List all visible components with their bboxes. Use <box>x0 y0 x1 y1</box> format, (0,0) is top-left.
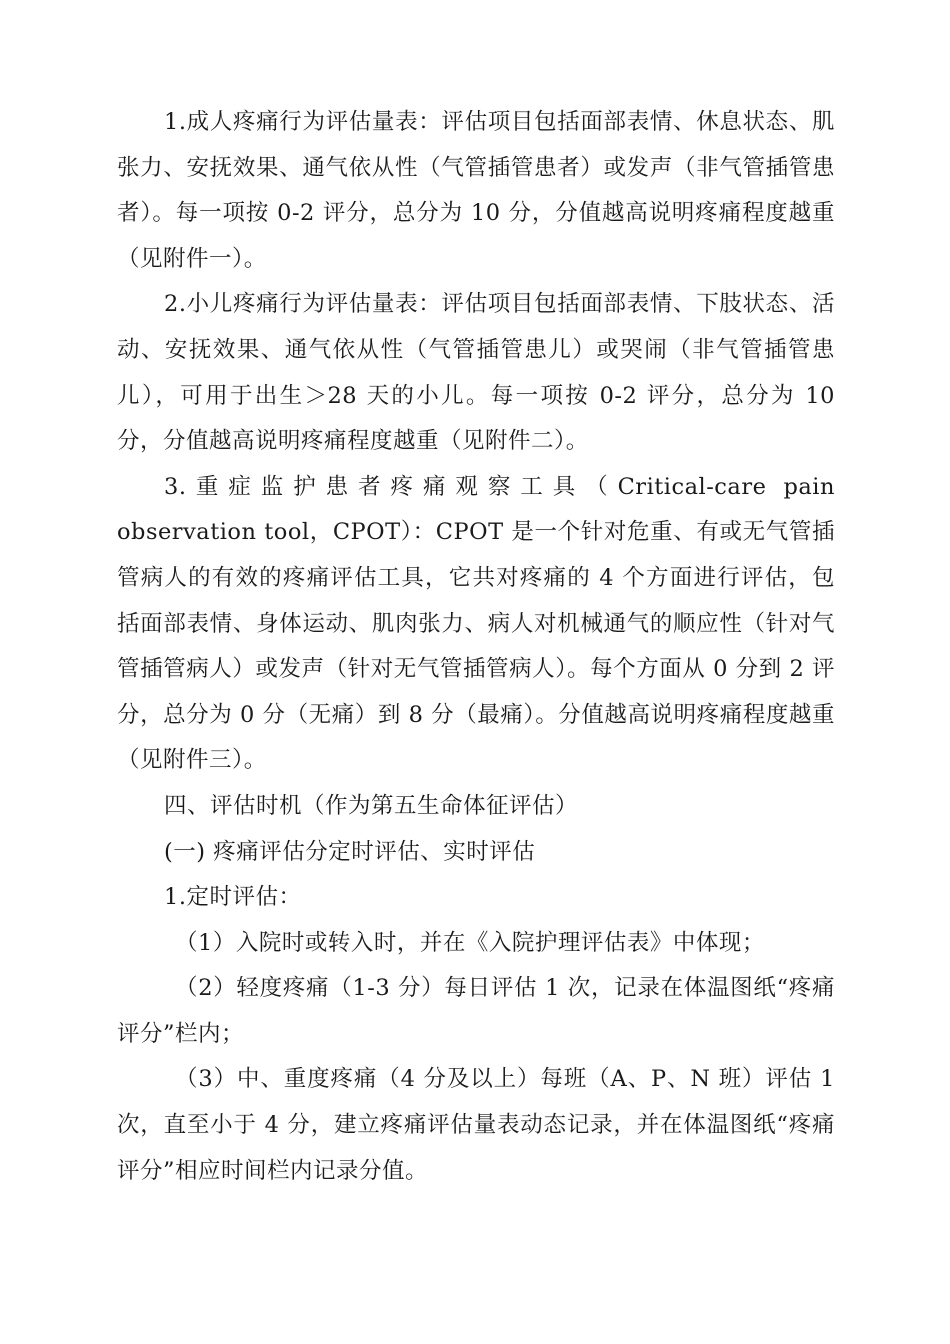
list-item-moderate-severe-pain: （3）中、重度疼痛（4 分及以上）每班（A、P、N 班）评估 1 次，直至小于 4 分，建立疼痛评估量表动态记录，并在体温图纸“疼痛评分”相应时间栏内记录分值。 <box>117 1066 835 1184</box>
list-item-admission: （1）入院时或转入时，并在《入院护理评估表》中体现； <box>175 929 765 956</box>
document-page <box>117 100 835 1194</box>
list-item-mild-pain: （2）轻度疼痛（1-3 分）每日评估 1 次，记录在体温图纸“疼痛评分”栏内； <box>117 975 835 1047</box>
subsection-heading-assessment-types: (一) 疼痛评估分定时评估、实时评估 <box>164 838 536 865</box>
paragraph-cpot: 3.重症监护患者疼痛观察工具（Critical-care pain observation tool，CPOT）：CPOT 是一个针对危重、有或无气管插管病人的有效的疼痛评估工具，它共对疼痛的 4 个方面进行评估，包括面部表情、身体运动、肌肉张力、病人对机械通气的顺应性（针对气管插管病人）或发声（针对无气管插管病人）。每个方面从 0 分到 2 评分，总分为 0 分（无痛）到 8 分（最痛）。分值越高说明疼痛程度越重（见附件三）。 <box>117 473 835 774</box>
item-heading-scheduled-assessment: 1.定时评估： <box>164 884 302 911</box>
paragraph-adult-pain-scale: 1.成人疼痛行为评估量表：评估项目包括面部表情、休息状态、肌张力、安抚效果、通气依从性（气管插管患者）或发声（非气管插管患者）。每一项按 0-2 评分，总分为 10 分，分值越高说明疼痛程度越重（见附件一）。 <box>117 109 835 272</box>
paragraph-child-pain-scale: 2.小儿疼痛行为评估量表：评估项目包括面部表情、下肢状态、活动、安抚效果、通气依从性（气管插管患儿）或哭闹（非气管插管患儿），可用于出生＞28 天的小儿。每一项按 0-2 评分，总分为 10 分，分值越高说明疼痛程度越重（见附件二）。 <box>117 291 835 455</box>
section-heading-assessment-timing: 四、评估时机（作为第五生命体征评估） <box>164 792 579 819</box>
